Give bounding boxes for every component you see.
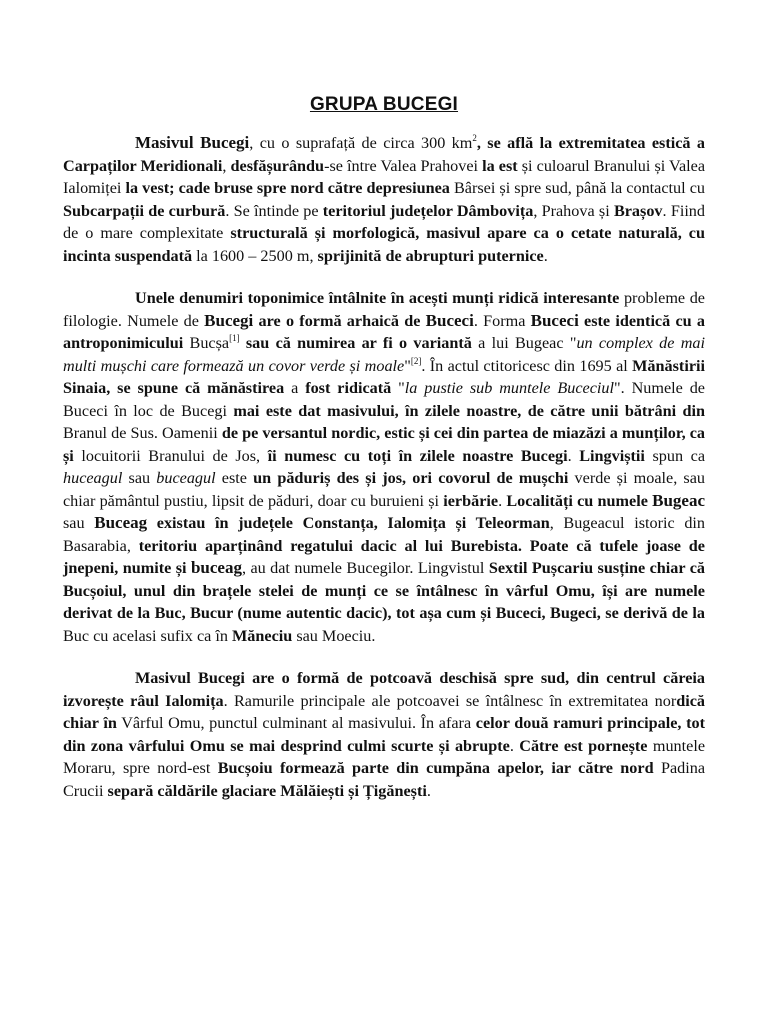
text-run: căreia izvorește râul Ialomița (63, 669, 705, 710)
text-run: la vest; cade bruse spre nord către depresiunea (125, 179, 450, 197)
text-run: Vârful Omu, punctul culminant al masivului. În afara (116, 714, 476, 732)
text-run: , se află la extremitatea estică a Carpaților Meridionali (63, 134, 705, 175)
text-run: formează parte din cumpăna apelor, iar către nord (279, 759, 654, 777)
text-run: a (284, 379, 306, 397)
text-run: buceagul (156, 469, 216, 487)
text-run: Branul de Sus. Oamenii (63, 424, 222, 442)
text-run: . Forma (473, 311, 531, 330)
text-run: la pustie sub muntele Buceciul (404, 379, 614, 397)
paragraph-1 (63, 132, 705, 267)
text-run: separă căldările glaciare Mălăiești și Țigănești (107, 781, 427, 800)
text-run: Sextil Pușcariu (488, 559, 594, 577)
text-run: sau (122, 469, 157, 487)
text-run: , (222, 156, 231, 175)
text-run: spun ca (644, 446, 706, 465)
document-body (63, 132, 705, 802)
text-run: Măneciu (232, 626, 293, 645)
text-run: -se între Valea Prahovei (324, 156, 483, 175)
text-run: locuitorii Branului de Jos, (73, 446, 268, 465)
text-run: Padina Crucii (63, 759, 705, 800)
text-run: susține chiar că Bucșoiul, unul din brațele stelei de munți ce se întâlnesc în vârful Omu, își are numele derivat de la Buc, Bucur (nume autentic dacic), tot așa cum și Buceci, Bugeci, se derivă de la (63, 559, 705, 622)
text-run: verde și moale, sau chiar pământul pustiu, lipsit de păduri, doar cu buruieni și (63, 469, 706, 510)
text-run: , au dat numele Bucegilor. Lingvistul (241, 559, 489, 577)
text-run: îi numesc cu toți în zilele noastre Bucegi (267, 446, 568, 465)
paragraph-2 (63, 287, 705, 647)
text-run: probleme de filologie. Numele de (63, 289, 705, 330)
text-run: Bucegi (204, 310, 254, 330)
text-run: și culoarul Branului și Valea Ialomiței (63, 156, 706, 197)
text-run: Buceci (530, 310, 579, 330)
text-run: Localități cu numele (506, 491, 653, 510)
text-run: Bucșoiu (217, 759, 273, 777)
text-run: . (509, 736, 520, 755)
text-run: " (404, 356, 411, 375)
text-run: Lingviștii (579, 446, 645, 465)
text-run: . (567, 446, 580, 465)
text-run (197, 537, 205, 555)
text-run: aparținând regatului dacic al lui Burebista. Poate că tufele joase de jnepeni, numite și (63, 536, 705, 577)
text-run: sau (63, 514, 95, 532)
text-run: ierbărie (443, 491, 499, 510)
footnote-ref: 2 (472, 133, 477, 143)
footnote-ref: [1] (229, 333, 240, 343)
text-run: desfășurându (230, 156, 325, 175)
text-run: la est (482, 156, 518, 175)
text-run: un păduriș des și jos, ori covorul de mușchi (253, 469, 569, 487)
text-run: Buceag (94, 513, 148, 532)
text-run: teritoriu (138, 536, 198, 555)
text-run: un complex de mai multi mușchi care formează un covor verde și moale (63, 334, 705, 375)
text-run: sau că numirea ar fi o variantă (239, 334, 472, 352)
text-run: muntele Moraru, spre nord-est (63, 736, 706, 777)
text-run: Către est pornește (519, 736, 648, 755)
text-run: Masivul Bucegi (135, 133, 250, 152)
text-run: are o formă arhaică de (253, 311, 426, 330)
paragraph-3 (63, 667, 705, 802)
text-run (273, 759, 280, 777)
text-run: sau Moeciu. (292, 626, 376, 645)
text-run: Unele denumiri toponimice întâlnite în acești munți ridică interesante (135, 289, 620, 307)
text-run: buceag (190, 558, 242, 577)
text-run: . În actul ctitoricesc din 1695 al (421, 356, 633, 375)
text-run: Buceci (425, 310, 474, 330)
text-run: Masivul Bucegi are o formă de potcoavă deschisă spre sud, din centrul (135, 669, 664, 687)
text-run: . Se întinde pe (225, 201, 323, 220)
text-run: este (215, 469, 254, 487)
text-run: Buc cu acelasi sufix ca în (63, 626, 233, 645)
text-run: fost ridicată (305, 379, 392, 397)
text-run: , Bugeacul istoric din Basarabia, (63, 514, 706, 555)
text-run: este identică cu a antroponimicului (63, 311, 706, 352)
text-run: , Prahova și (533, 201, 614, 220)
text-run: structurală și morfologică, masivul apare ca o cetate naturală, cu incinta suspendată (63, 224, 705, 265)
text-run: sprijinită de abrupturi puternice (317, 246, 544, 265)
text-run: . (426, 781, 431, 800)
text-run: a lui Bugeac " (471, 334, 577, 352)
text-run: Bârsei și spre sud, până la contactul cu (449, 179, 705, 197)
text-run: Bugeac (652, 490, 705, 510)
text-run: dică chiar în (63, 691, 705, 732)
text-run: de pe versantul nordic, estic și cei din partea de miazăzi a munților, ca și (63, 424, 705, 465)
text-run: ". Numele de Buceci în loc de Bucegi (63, 379, 705, 420)
document-title: GRUPA BUCEGI (309, 94, 459, 115)
text-run: . (543, 246, 548, 265)
text-run: Subcarpații de curbură (63, 201, 226, 220)
text-run: Mănăstirii Sinaia, se spune că mănăstirea (63, 356, 705, 397)
text-run: teritoriul județelor Dâmbovița (322, 201, 534, 220)
text-run: celor două ramuri principale, tot din zona vârfului Omu se mai desprind culmi scurte și abrupte (63, 714, 705, 755)
text-run: . (498, 491, 507, 510)
text-run: existau în județele Constanța, Ialomița și Teleorman (147, 514, 550, 532)
text-run: . Ramurile principale ale potcoavei se întâlnesc în extremitatea nor (223, 691, 677, 710)
text-run: la 1600 – 2500 m, (192, 246, 318, 265)
text-run: Bucșa (189, 334, 230, 352)
text-run: , cu o suprafață de circa 300 km (249, 134, 473, 152)
text-run: . Fiind de o mare complexitate (63, 201, 705, 242)
footnote-ref: [2] (410, 355, 422, 366)
text-run: " (391, 379, 405, 397)
text-run: huceagul (63, 469, 123, 487)
text-run: mai este dat masivului, în zilele noastre, de către unii bătrâni din (233, 401, 705, 420)
text-run: Brașov (613, 201, 663, 220)
